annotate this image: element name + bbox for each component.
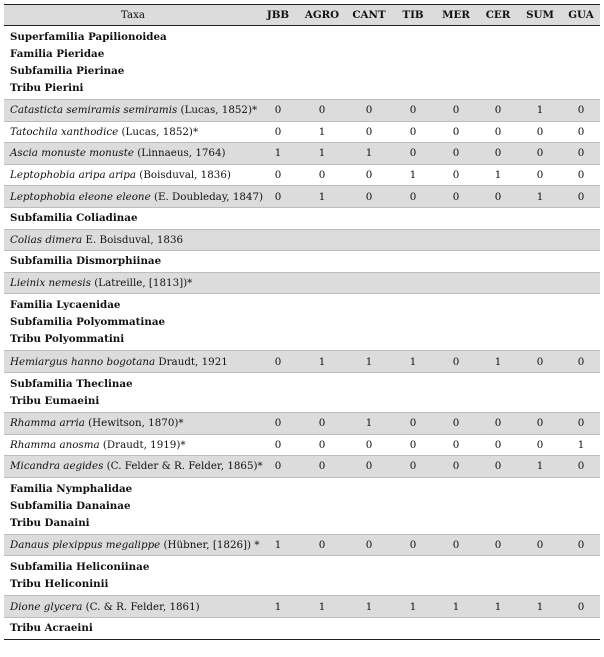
species-author: (Draudt, 1919)* bbox=[99, 438, 186, 451]
column-header: CANT bbox=[352, 9, 386, 21]
taxon-name bbox=[10, 596, 200, 617]
table-row bbox=[4, 456, 600, 478]
species-name: Rhamma arria bbox=[10, 417, 85, 430]
value-cell: 0 bbox=[494, 190, 502, 203]
species-name: Dione glycera bbox=[10, 600, 83, 613]
value-cell bbox=[349, 230, 389, 251]
taxon-name bbox=[10, 165, 231, 186]
value-cell: 0 bbox=[365, 539, 373, 552]
value-cell: 0 bbox=[494, 147, 502, 160]
value-cell: 1 bbox=[409, 600, 417, 613]
group-line: Superfamilia Papilionoidea bbox=[10, 31, 167, 43]
value-cell: 0 bbox=[409, 190, 417, 203]
species-name: Micandra aegides bbox=[10, 460, 104, 473]
taxon-name bbox=[10, 273, 192, 294]
value-cell: 0 bbox=[494, 438, 502, 451]
group-line: Subfamilia Polyommatinae bbox=[10, 316, 166, 329]
group-row bbox=[4, 478, 600, 535]
species-name: Hemiargus hanno bogotana bbox=[10, 355, 156, 368]
value-cell: 0 bbox=[536, 125, 544, 138]
value-cell: 1 bbox=[577, 438, 585, 451]
value-cell bbox=[478, 230, 518, 251]
value-cell: 1 bbox=[409, 355, 417, 368]
value-cell: 0 bbox=[318, 104, 326, 117]
value-cell: 0 bbox=[274, 104, 282, 117]
table-row bbox=[4, 596, 600, 618]
value-cell bbox=[302, 273, 342, 294]
value-cell: 0 bbox=[409, 104, 417, 117]
table-row bbox=[4, 351, 600, 373]
value-cell: 0 bbox=[274, 438, 282, 451]
species-name: Leptophobia eleone eleone bbox=[10, 190, 151, 203]
species-author: (Linnaeus, 1764) bbox=[133, 147, 226, 160]
value-cell: 1 bbox=[365, 600, 373, 613]
group-line: Familia Nymphalidae bbox=[10, 482, 133, 495]
value-cell: 0 bbox=[274, 125, 282, 138]
species-author: (Latreille, [1813])* bbox=[90, 277, 193, 290]
value-cell: 0 bbox=[536, 147, 544, 160]
species-name: Catasticta semiramis semiramis bbox=[10, 104, 178, 117]
value-cell: 1 bbox=[274, 539, 282, 552]
value-cell: 1 bbox=[536, 460, 544, 473]
value-cell: 1 bbox=[318, 190, 326, 203]
value-cell: 0 bbox=[536, 355, 544, 368]
taxa-table bbox=[4, 4, 600, 640]
value-cell: 0 bbox=[577, 147, 585, 160]
column-header: MER bbox=[442, 9, 470, 21]
table-row bbox=[4, 186, 600, 208]
value-cell: 0 bbox=[274, 169, 282, 182]
value-cell: 0 bbox=[452, 417, 460, 430]
group-row bbox=[4, 26, 600, 100]
taxon-name bbox=[10, 230, 183, 251]
value-cell: 0 bbox=[536, 438, 544, 451]
species-name: Colias dimera bbox=[10, 233, 83, 246]
species-author: Draudt, 1921 bbox=[155, 355, 228, 368]
group-row bbox=[4, 294, 600, 351]
taxon-name bbox=[10, 351, 228, 372]
species-author: (Hübner, [1826]) * bbox=[160, 539, 260, 552]
value-cell: 0 bbox=[536, 539, 544, 552]
taxon-name bbox=[10, 122, 198, 143]
value-cell: 1 bbox=[536, 190, 544, 203]
value-cell bbox=[520, 230, 560, 251]
value-cell bbox=[302, 230, 342, 251]
value-cell: 0 bbox=[577, 417, 585, 430]
value-cell: 0 bbox=[577, 190, 585, 203]
value-cell: 1 bbox=[452, 600, 460, 613]
value-cell: 0 bbox=[365, 169, 373, 182]
value-cell: 0 bbox=[577, 169, 585, 182]
column-header: SUM bbox=[526, 9, 554, 21]
value-cell: 1 bbox=[365, 355, 373, 368]
group-label bbox=[10, 618, 93, 639]
group-line: Tribu Acraeini bbox=[10, 621, 93, 634]
species-name: Rhamma anosma bbox=[10, 438, 100, 451]
value-cell: 1 bbox=[318, 355, 326, 368]
group-line: Tribu Pierini bbox=[10, 82, 84, 94]
species-author: (Lucas, 1852)* bbox=[118, 125, 199, 138]
value-cell: 0 bbox=[452, 169, 460, 182]
species-author: (C. Felder & R. Felder, 1865)* bbox=[103, 460, 263, 473]
value-cell: 0 bbox=[409, 125, 417, 138]
value-cell: 0 bbox=[274, 460, 282, 473]
group-row bbox=[4, 208, 600, 230]
value-cell: 0 bbox=[274, 417, 282, 430]
taxon-name bbox=[10, 435, 186, 456]
value-cell: 0 bbox=[365, 104, 373, 117]
taxon-name bbox=[10, 413, 184, 434]
table-header bbox=[4, 4, 600, 26]
value-cell: 0 bbox=[409, 438, 417, 451]
value-cell: 0 bbox=[577, 600, 585, 613]
table-row bbox=[4, 435, 600, 457]
value-cell bbox=[520, 273, 560, 294]
value-cell: 1 bbox=[365, 147, 373, 160]
taxon-name bbox=[10, 143, 226, 164]
value-cell: 0 bbox=[577, 539, 585, 552]
group-line: Tribu Eumaeini bbox=[10, 394, 100, 407]
value-cell: 0 bbox=[452, 460, 460, 473]
species-author: (C. & R. Felder, 1861) bbox=[82, 600, 200, 613]
value-cell: 1 bbox=[409, 169, 417, 182]
column-header: JBB bbox=[266, 9, 290, 21]
value-cell: 1 bbox=[494, 355, 502, 368]
value-cell: 1 bbox=[536, 104, 544, 117]
value-cell bbox=[561, 273, 601, 294]
group-line: Tribu Polyommatini bbox=[10, 333, 125, 346]
group-line: Subfamilia Pierinae bbox=[10, 65, 125, 77]
value-cell: 0 bbox=[494, 417, 502, 430]
value-cell bbox=[478, 273, 518, 294]
species-name: Ascia monuste monuste bbox=[10, 147, 134, 160]
species-author: E. Boisduval, 1836 bbox=[82, 233, 184, 246]
group-line: Tribu Danaini bbox=[10, 516, 90, 529]
value-cell: 0 bbox=[318, 460, 326, 473]
value-cell: 0 bbox=[365, 438, 373, 451]
value-cell bbox=[436, 273, 476, 294]
group-row bbox=[4, 373, 600, 413]
group-line: Subfamilia Heliconiinae bbox=[10, 561, 150, 574]
group-row bbox=[4, 618, 600, 640]
group-line: Tribu Heliconinii bbox=[10, 578, 109, 591]
value-cell: 1 bbox=[536, 600, 544, 613]
value-cell bbox=[393, 273, 433, 294]
table-row bbox=[4, 413, 600, 435]
value-cell: 0 bbox=[409, 539, 417, 552]
value-cell: 0 bbox=[452, 539, 460, 552]
value-cell: 0 bbox=[365, 125, 373, 138]
taxon-name bbox=[10, 186, 263, 207]
value-cell: 0 bbox=[365, 190, 373, 203]
table-row bbox=[4, 100, 600, 122]
value-cell bbox=[349, 273, 389, 294]
group-row bbox=[4, 251, 600, 273]
value-cell: 1 bbox=[494, 600, 502, 613]
value-cell: 0 bbox=[536, 417, 544, 430]
value-cell: 0 bbox=[409, 147, 417, 160]
value-cell: 0 bbox=[318, 169, 326, 182]
species-author: (Hewitson, 1870)* bbox=[84, 417, 184, 430]
value-cell bbox=[258, 230, 298, 251]
column-header: GUA bbox=[568, 9, 594, 21]
group-label bbox=[10, 478, 132, 534]
value-cell: 1 bbox=[318, 125, 326, 138]
value-cell: 0 bbox=[452, 104, 460, 117]
value-cell: 0 bbox=[318, 417, 326, 430]
value-cell: 0 bbox=[409, 460, 417, 473]
value-cell bbox=[436, 230, 476, 251]
group-label bbox=[10, 251, 161, 272]
value-cell: 0 bbox=[577, 125, 585, 138]
value-cell: 0 bbox=[494, 460, 502, 473]
group-label bbox=[10, 556, 149, 595]
table-row bbox=[4, 535, 600, 557]
species-name: Lieinix nemesis bbox=[10, 277, 91, 290]
value-cell: 0 bbox=[452, 355, 460, 368]
taxon-name bbox=[10, 456, 263, 477]
value-cell bbox=[393, 230, 433, 251]
species-author: (E. Doubleday, 1847) bbox=[150, 190, 264, 203]
species-name: Tatochila xanthodice bbox=[10, 125, 119, 138]
group-line: Subfamilia Dismorphiinae bbox=[10, 254, 162, 267]
group-label bbox=[10, 294, 165, 350]
value-cell: 0 bbox=[577, 355, 585, 368]
value-cell: 0 bbox=[365, 460, 373, 473]
table-row bbox=[4, 143, 600, 165]
group-line: Familia Pieridae bbox=[10, 48, 105, 60]
table-row bbox=[4, 273, 600, 295]
column-header: CER bbox=[485, 9, 511, 21]
column-header-taxa: Taxa bbox=[120, 9, 146, 21]
group-line: Subfamilia Theclinae bbox=[10, 377, 133, 390]
column-header: TIB bbox=[402, 9, 424, 21]
group-label bbox=[10, 373, 133, 412]
value-cell: 0 bbox=[452, 147, 460, 160]
value-cell: 0 bbox=[577, 104, 585, 117]
value-cell bbox=[258, 273, 298, 294]
group-row bbox=[4, 556, 600, 596]
value-cell: 0 bbox=[274, 190, 282, 203]
value-cell bbox=[561, 230, 601, 251]
value-cell: 1 bbox=[365, 417, 373, 430]
species-name: Leptophobia aripa aripa bbox=[10, 169, 137, 182]
value-cell: 0 bbox=[274, 355, 282, 368]
value-cell: 1 bbox=[318, 600, 326, 613]
table-row bbox=[4, 230, 600, 252]
value-cell: 0 bbox=[577, 460, 585, 473]
value-cell: 1 bbox=[274, 147, 282, 160]
value-cell: 1 bbox=[494, 169, 502, 182]
group-line: Subfamilia Danainae bbox=[10, 499, 131, 512]
value-cell: 0 bbox=[452, 125, 460, 138]
value-cell: 0 bbox=[536, 169, 544, 182]
group-line: Familia Lycaenidae bbox=[10, 299, 121, 312]
taxon-name bbox=[10, 535, 260, 556]
value-cell: 0 bbox=[494, 125, 502, 138]
value-cell: 0 bbox=[452, 190, 460, 203]
species-author: (Boisduval, 1836) bbox=[136, 169, 231, 182]
table-row bbox=[4, 165, 600, 187]
taxon-name bbox=[10, 100, 257, 121]
table-row bbox=[4, 122, 600, 144]
group-line: Subfamilia Coliadinae bbox=[10, 211, 138, 224]
value-cell: 0 bbox=[494, 104, 502, 117]
value-cell: 0 bbox=[494, 539, 502, 552]
value-cell: 0 bbox=[409, 417, 417, 430]
species-author: (Lucas, 1852)* bbox=[177, 104, 258, 117]
value-cell: 1 bbox=[274, 600, 282, 613]
value-cell: 0 bbox=[318, 438, 326, 451]
value-cell: 1 bbox=[318, 147, 326, 160]
group-label bbox=[10, 208, 138, 229]
species-name: Danaus plexippus megalippe bbox=[10, 539, 161, 552]
value-cell: 0 bbox=[452, 438, 460, 451]
column-header: AGRO bbox=[304, 9, 340, 21]
group-label bbox=[10, 26, 167, 99]
value-cell: 0 bbox=[318, 539, 326, 552]
